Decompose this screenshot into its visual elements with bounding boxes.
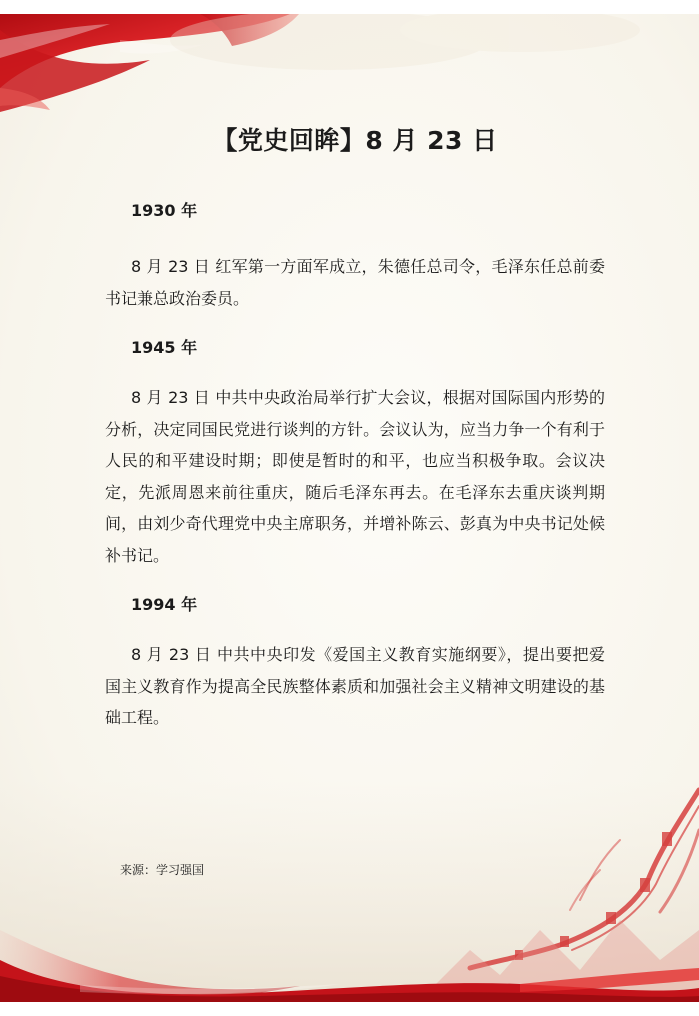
entry-text: 8 月 23 日 中共中央印发《爱国主义教育实施纲要》，提出要把爱国主义教育作为提高全民族整体素质和加强社会主义精神文明建设的基础工程。	[105, 645, 605, 727]
entry-text: 8 月 23 日 中共中央政治局举行扩大会议，根据对国际国内形势的分析，决定同国民党进行谈判的方针。会议认为，应当力争一个有利于人民的和平建设时期；即使是暂时的和平，也应当积极争取。会议决定，先派周恩来前往重庆，随后毛泽东再去。在毛泽东去重庆谈判期间，由刘少奇代理党中央主席职务，并增补陈云、彭真为中央书记处候补书记。	[105, 388, 605, 565]
article-content	[105, 118, 605, 734]
entry-year: 1930 年	[131, 201, 198, 220]
entry-text: 8 月 23 日 红军第一方面军成立，朱德任总司令，毛泽东任总前委书记兼总政治委员。	[105, 257, 605, 308]
source-credit: 来源：学习强国	[120, 863, 205, 877]
entry-year: 1994 年	[131, 595, 198, 614]
page-title: 【党史回眸】8 月 23 日	[212, 126, 498, 155]
bottom-margin	[0, 1002, 699, 1016]
top-wash	[170, 8, 640, 70]
entry-year: 1945 年	[131, 338, 198, 357]
top-margin	[0, 0, 699, 14]
